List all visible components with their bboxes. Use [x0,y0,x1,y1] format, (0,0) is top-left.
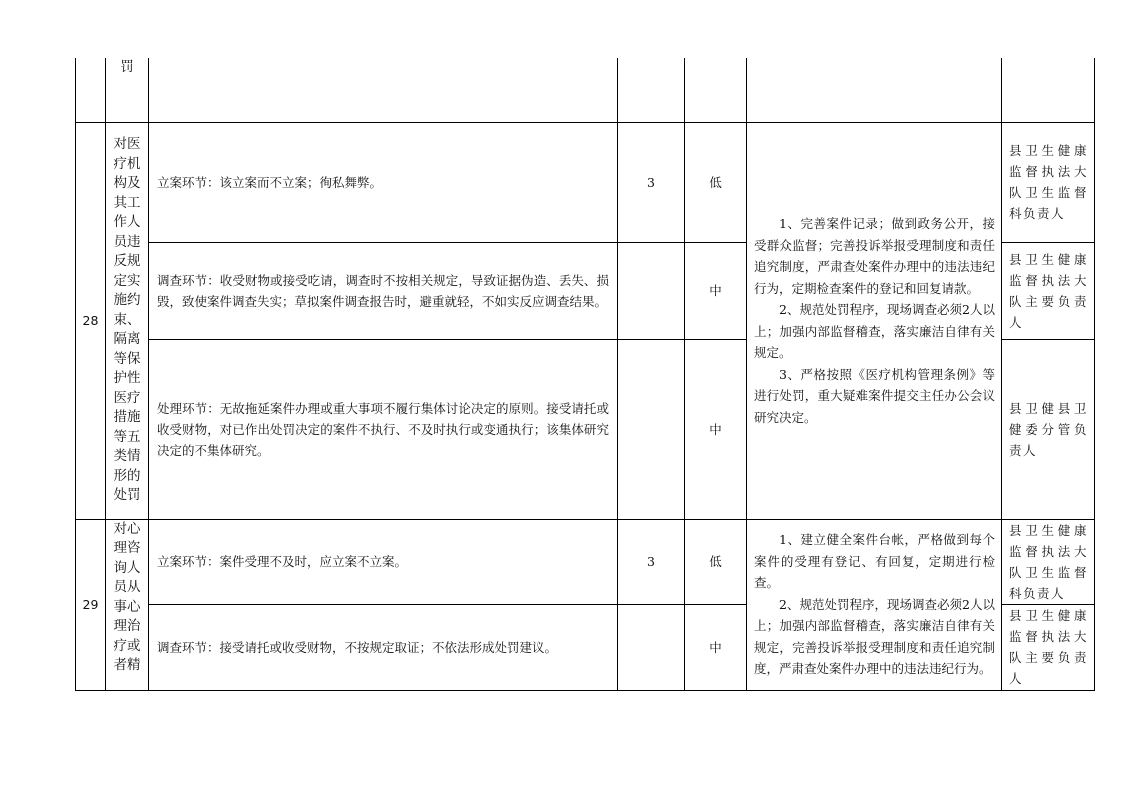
risk-desc: 处理环节：无故拖延案件办理或重大事项不履行集体讨论决定的原则。接受请托或收受财物，对已作出处罚决定的案件不执行、不及时执行或变通执行；该集体研究决定的不集体研究。 [149,339,618,519]
risk-level: 中 [685,339,747,519]
responsible-person: 县卫生健康监督执法大队卫生监督科负责人 [1002,519,1095,604]
responsible-person: 县卫生健康监督执法大队主要负责人 [1002,242,1095,339]
table-row [76,519,1095,604]
risk-level: 低 [685,519,747,604]
risk-desc: 调查环节：接受请托或收受财物，不按规定取证；不依法形成处罚建议。 [149,604,618,690]
measure-paragraph: 2、规范处罚程序，现场调查必须2人以上；加强内部监督稽查，落实廉洁自律有关规定，完善投诉举报受理制度和责任追究制度，严肃查处案件办理中的违法违纪行为。 [754,596,995,677]
item-number: 29 [76,519,106,690]
resp-cell [1002,58,1095,122]
risk-desc: 立案环节：案件受理不及时，应立案不立案。 [149,519,618,604]
risk-level: 低 [685,122,747,242]
risk-score [618,604,685,690]
number-cell [76,58,106,122]
risk-level: 中 [685,242,747,339]
item-cell [106,519,149,690]
prevention-measures [747,122,1002,519]
level-cell [685,58,747,122]
measure-paragraph: 3、严格按照《医疗机构管理条例》等进行处罚，重大疑难案件提交主任办公会议研究决定。 [754,366,995,425]
risk-desc: 调查环节：收受财物或接受吃请，调查时不按相关规定，导致证据伪造、丢失、损毁，致使案件调查失实；草拟案件调查报告时，避重就轻，不如实反应调查结果。 [149,242,618,339]
risk-score [618,339,685,519]
item-name: 对医疗机构及其工作人员违反规定实施约束、隔离等保护性医疗措施等五类情形的处罚 [113,136,141,504]
responsible-person: 县卫生健康监督执法大队主要负责人 [1002,604,1095,690]
table-row [76,122,1095,242]
item-cell [106,58,149,122]
risk-control-table [75,58,1095,691]
responsible-person: 县卫健县卫健委分管负责人 [1002,339,1095,519]
prevention-measures [747,519,1002,690]
risk-score: 3 [618,122,685,242]
risk-desc: 立案环节：该立案而不立案；徇私舞弊。 [149,122,618,242]
responsible-person: 县卫生健康监督执法大队卫生监督科负责人 [1002,122,1095,242]
desc-cell [149,58,618,122]
item-number: 28 [76,122,106,519]
measure-paragraph: 1、完善案件记录；做到政务公开，接受群众监督；完善投诉举报受理制度和责任追究制度，严肃查处案件办理中的违法违纪行为，定期检查案件的登记和回复请款。 [754,216,995,296]
measure-paragraph: 2、规范处罚程序，现场调查必须2人以上；加强内部监督稽查，落实廉洁自律有关规定。 [754,302,995,360]
item-cell [106,122,149,519]
risk-score: 3 [618,519,685,604]
continued-row [76,58,1095,122]
risk-score [618,242,685,339]
item-name: 对心理咨询人员从事心理治疗或者精 [113,520,141,673]
risk-level: 中 [685,604,747,690]
score-cell [618,58,685,122]
measure-cell [747,58,1002,122]
measure-paragraph: 1、建立健全案件台帐，严格做到每个案件的受理有登记、有回复，定期进行检查。 [754,532,995,591]
continued-item-text: 罚 [120,59,134,75]
